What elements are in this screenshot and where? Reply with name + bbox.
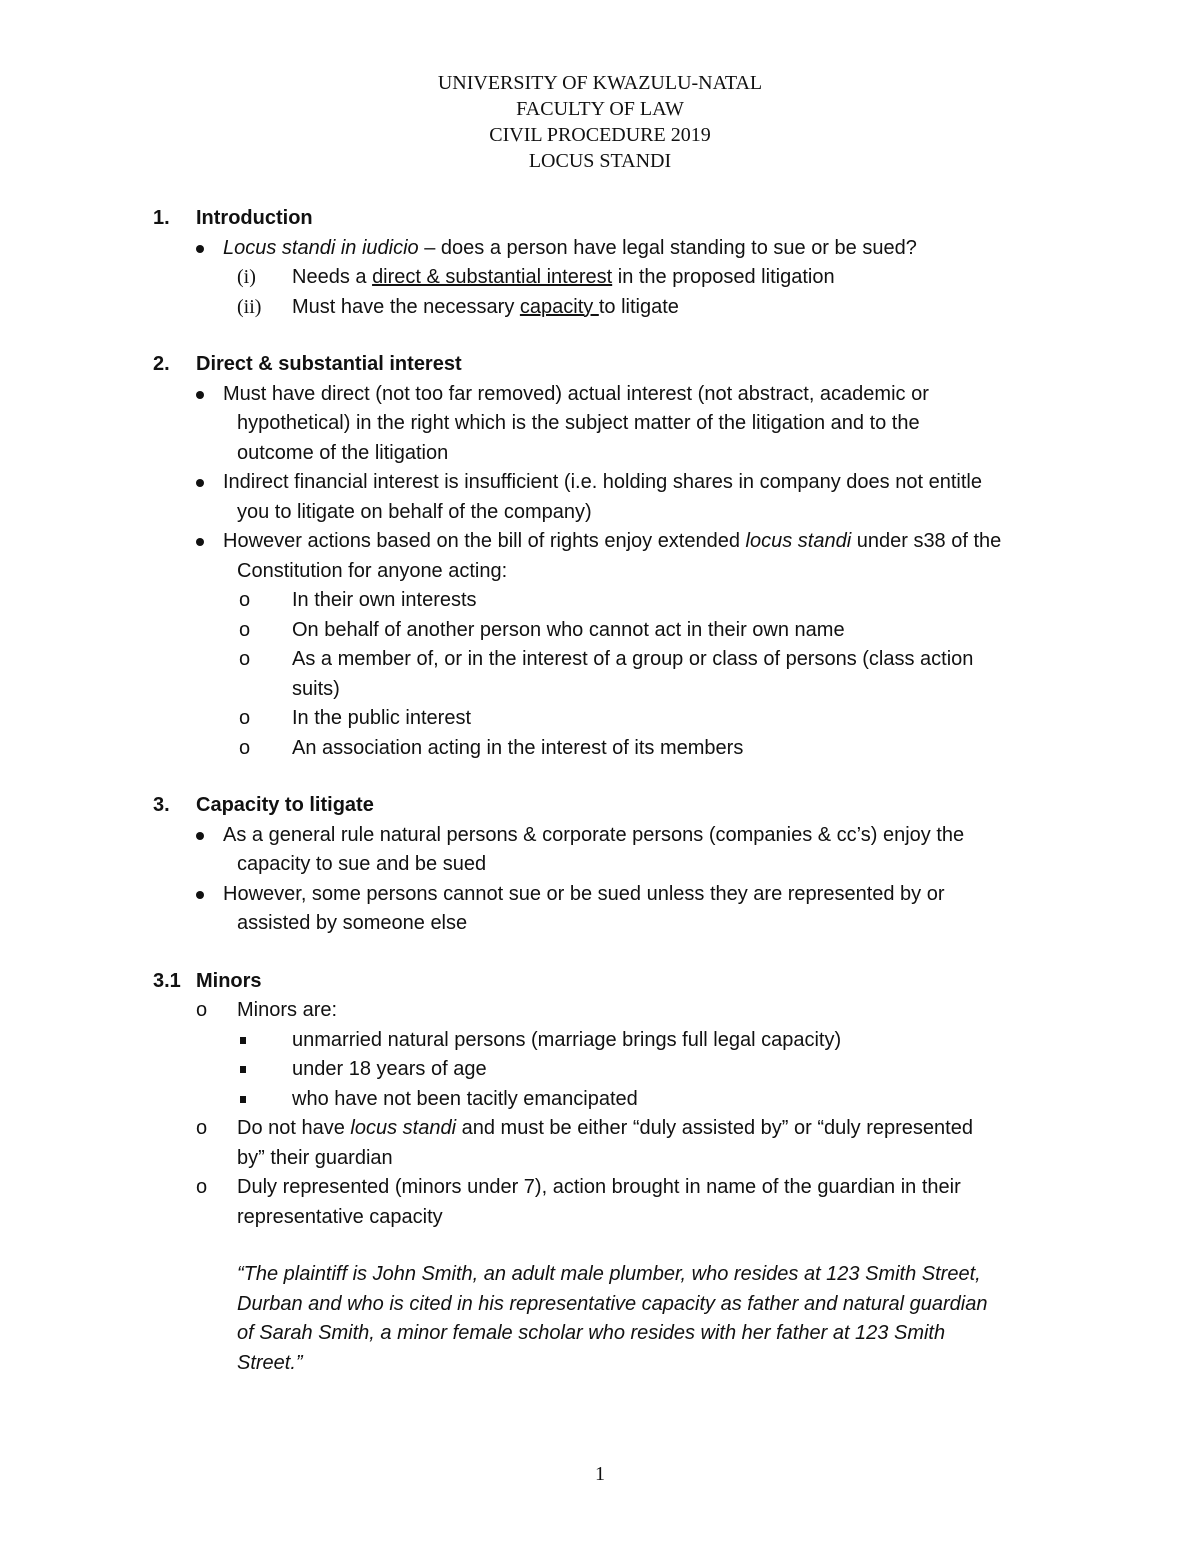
list-item: o Duly represented (minors under 7), action brought in name of the guardian in their representative capacity	[0, 1173, 1200, 1232]
topic-title: LOCUS STANDI	[528, 150, 672, 172]
bullet-icon	[196, 832, 204, 840]
list-item: o As a member of, or in the interest of a group or class of persons (class action suits)	[0, 645, 1200, 704]
section-heading: 2. Direct & substantial interest	[153, 353, 462, 375]
bullet-icon	[196, 479, 204, 487]
list-item: As a general rule natural persons & corporate persons (companies & cc’s) enjoy the capacity to sue and be sued	[0, 821, 1200, 880]
list-item: o Minors are:	[0, 996, 1200, 1026]
bullet-icon	[196, 538, 204, 546]
example-quote: “The plaintiff is John Smith, an adult male plumber, who resides at 123 Smith Street, Durban and who is cited in his representative capacity as father and natural guardian of Sarah Smith, a minor female scholar who resides with her father at 123 Smith Street.”	[237, 1263, 988, 1374]
list-item: (ii) Must have the necessary capacity to litigate	[237, 295, 679, 318]
university-name: UNIVERSITY OF KWAZULU-NATAL	[437, 72, 763, 94]
circle-bullet-icon: o	[239, 648, 251, 670]
list-item: who have not been tacitly emancipated	[0, 1085, 1200, 1115]
circle-bullet-icon: o	[239, 736, 251, 759]
section-heading: 1. Introduction	[153, 207, 313, 229]
square-bullet-icon	[240, 1066, 246, 1073]
list-item: under 18 years of age	[0, 1055, 1200, 1085]
list-item: unmarried natural persons (marriage brings full legal capacity)	[0, 1026, 1200, 1056]
list-item: Locus standi in iudicio – does a person have legal standing to sue or be sued?	[0, 234, 1200, 264]
list-item: o Do not have locus standi and must be either “duly assisted by” or “duly represented by” their guardian	[0, 1114, 1200, 1173]
list-item: o An association acting in the interest of its members	[0, 734, 1200, 764]
section-heading: 3. Capacity to litigate	[153, 794, 374, 816]
page-number: 1	[595, 1463, 605, 1485]
list-item: o On behalf of another person who cannot act in their own name	[0, 616, 1200, 646]
square-bullet-icon	[240, 1037, 246, 1044]
circle-bullet-icon: o	[239, 707, 251, 729]
list-item: (i) Needs a direct & substantial interest in the proposed litigation	[237, 266, 835, 288]
document-header	[0, 70, 1200, 174]
section-heading: 3.1 Minors	[153, 969, 262, 992]
bullet-icon	[196, 245, 204, 253]
circle-bullet-icon: o	[239, 589, 251, 611]
course-title: CIVIL PROCEDURE 2019	[489, 124, 711, 146]
circle-bullet-icon: o	[239, 618, 251, 641]
list-item: However actions based on the bill of rights enjoy extended locus standi under s38 of the Constitution for anyone acting:	[0, 527, 1200, 586]
list-item: o In their own interests	[0, 586, 1200, 616]
list-item: Must have direct (not too far removed) actual interest (not abstract, academic or hypothetical) in the right which is the subject matter of the litigation and to the outcome of the litigation	[0, 380, 1200, 469]
list-item: o In the public interest	[0, 704, 1200, 734]
list-item: Indirect financial interest is insufficient (i.e. holding shares in company does not entitle you to litigate on behalf of the company)	[0, 468, 1200, 527]
list-item: However, some persons cannot sue or be sued unless they are represented by or assisted by someone else	[0, 880, 1200, 939]
circle-bullet-icon: o	[196, 1176, 208, 1198]
square-bullet-icon	[240, 1096, 246, 1103]
document-body	[0, 204, 1200, 1378]
faculty-name: FACULTY OF LAW	[516, 98, 684, 120]
circle-bullet-icon: o	[196, 1117, 208, 1139]
circle-bullet-icon: o	[196, 999, 208, 1021]
bullet-icon	[196, 891, 204, 899]
bullet-icon	[196, 391, 204, 399]
